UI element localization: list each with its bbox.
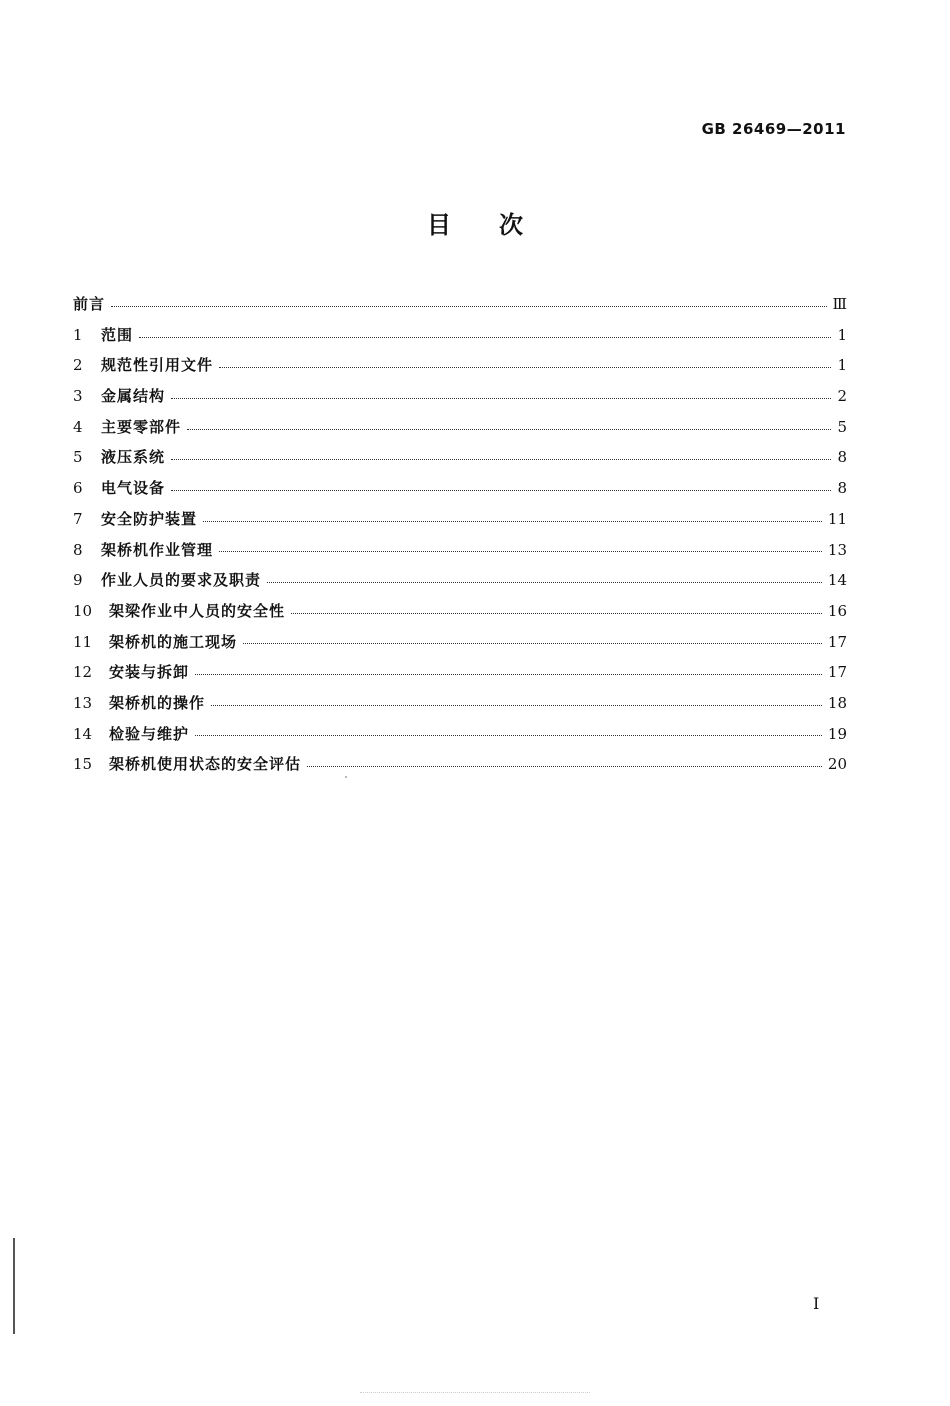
toc-entry-label: 检验与维护 [109, 724, 190, 743]
toc-entry[interactable] [73, 535, 847, 566]
toc-leader-dots [203, 521, 822, 522]
toc-entry-number: 7 [73, 509, 83, 528]
toc-entry-number: 12 [73, 663, 93, 682]
toc-entry[interactable] [73, 473, 847, 504]
toc-leader-dots [195, 674, 822, 675]
toc-leader-dots [211, 705, 822, 706]
table-of-contents [73, 289, 847, 780]
toc-entry-label: 安装与拆卸 [109, 663, 190, 682]
toc-entry-number: 8 [73, 540, 83, 559]
toc-entry-number: 15 [73, 755, 93, 774]
toc-leader-dots [187, 429, 831, 430]
toc-leader-dots [219, 367, 831, 368]
toc-leader-dots [171, 398, 831, 399]
toc-entry-number: 13 [73, 693, 93, 712]
toc-leader-dots [243, 643, 822, 644]
toc-entry-number: 9 [73, 571, 83, 590]
toc-entry[interactable] [73, 688, 847, 719]
toc-entry-page: 17 [827, 632, 847, 651]
toc-entry-page: 5 [837, 417, 847, 436]
toc-entry-page: 18 [827, 693, 847, 712]
toc-entry[interactable] [73, 289, 847, 320]
toc-entry-number: 14 [73, 724, 93, 743]
toc-entry-page: 14 [827, 571, 847, 590]
toc-leader-dots [291, 613, 822, 614]
toc-entry[interactable] [73, 565, 847, 596]
standard-code: GB 26469—2011 [701, 120, 846, 138]
toc-entry[interactable] [73, 627, 847, 658]
scan-edge-mark [13, 1238, 15, 1334]
toc-entry-page: 1 [837, 325, 847, 344]
toc-entry-page: 1 [837, 356, 847, 375]
toc-entry[interactable] [73, 381, 847, 412]
toc-entry-label: 架桥机的施工现场 [109, 632, 238, 651]
toc-entry-label: 前言 [73, 295, 106, 313]
toc-entry[interactable] [73, 412, 847, 443]
toc-leader-dots [307, 766, 822, 767]
toc-entry-number: 6 [73, 479, 83, 498]
toc-entry-label: 主要零部件 [101, 417, 182, 436]
toc-entry-page: 8 [837, 448, 847, 467]
toc-entry-label: 架桥机的操作 [109, 693, 206, 712]
page-number: I [813, 1294, 820, 1313]
toc-entry-page: 20 [827, 755, 847, 774]
toc-entry-number: 4 [73, 417, 83, 436]
toc-entry-number: 2 [73, 356, 83, 375]
toc-entry-number: 10 [73, 601, 93, 620]
toc-leader-dots [111, 306, 827, 307]
toc-entry-label: 金属结构 [101, 387, 166, 406]
toc-entry-label: 规范性引用文件 [101, 356, 214, 375]
toc-entry-number: 11 [73, 632, 93, 651]
toc-leader-dots [171, 459, 831, 460]
toc-entry[interactable] [73, 657, 847, 688]
scan-bottom-artifact [360, 1392, 590, 1395]
toc-entry-label: 液压系统 [101, 448, 166, 467]
toc-title: 目次 [427, 210, 571, 239]
toc-entry-label: 安全防护装置 [101, 509, 198, 528]
toc-entry[interactable] [73, 350, 847, 381]
toc-leader-dots [267, 582, 822, 583]
toc-entry[interactable] [73, 442, 847, 473]
toc-leader-dots [219, 551, 822, 552]
toc-entry-label: 范围 [101, 325, 134, 344]
toc-leader-dots [171, 490, 831, 491]
toc-entry-number: 3 [73, 387, 83, 406]
toc-entry-label: 架梁作业中人员的安全性 [109, 601, 286, 620]
toc-entry-number: 5 [73, 448, 83, 467]
toc-leader-dots [139, 337, 831, 338]
toc-entry-page: Ⅲ [832, 295, 847, 313]
toc-entry-page: 8 [837, 479, 847, 498]
scan-speck [345, 776, 347, 778]
toc-entry-page: 13 [827, 540, 847, 559]
toc-entry[interactable] [73, 596, 847, 627]
toc-entry[interactable] [73, 504, 847, 535]
toc-entry[interactable] [73, 749, 847, 780]
toc-entry-page: 16 [827, 601, 847, 620]
toc-entry[interactable] [73, 719, 847, 750]
toc-entry-page: 11 [827, 509, 847, 528]
toc-entry-label: 作业人员的要求及职责 [101, 571, 262, 590]
toc-entry-page: 17 [827, 663, 847, 682]
toc-entry-page: 19 [827, 724, 847, 743]
toc-entry-label: 电气设备 [101, 479, 166, 498]
toc-entry-label: 架桥机作业管理 [101, 540, 214, 559]
toc-entry-number: 1 [73, 325, 83, 344]
toc-entry-label: 架桥机使用状态的安全评估 [109, 755, 302, 774]
toc-entry[interactable] [73, 320, 847, 351]
toc-leader-dots [195, 735, 822, 736]
toc-entry-page: 2 [837, 387, 847, 406]
